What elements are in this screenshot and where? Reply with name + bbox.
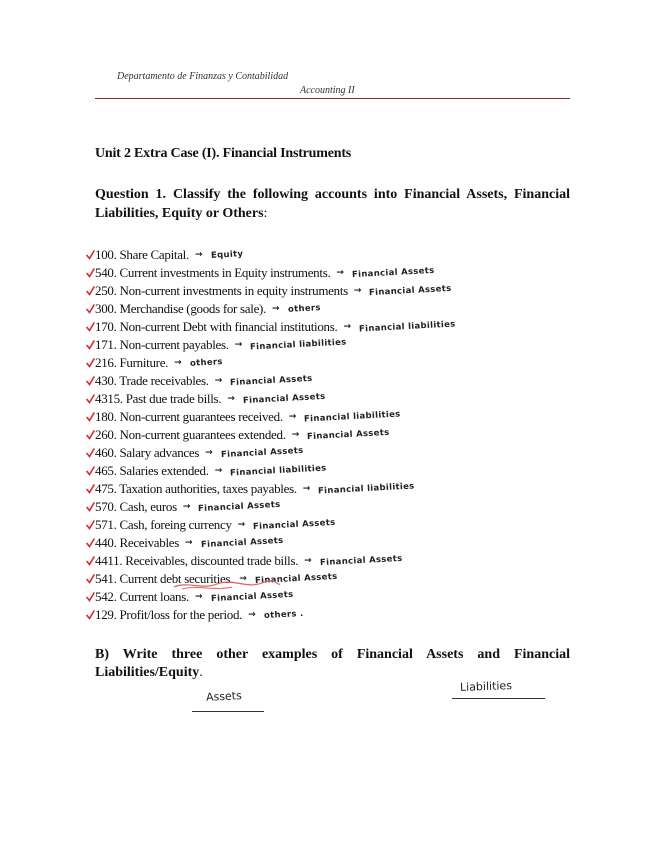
- red-check-icon: [86, 394, 95, 404]
- account-text: 100. Share Capital.: [95, 247, 189, 262]
- handwritten-classification: Financial Assets: [220, 445, 304, 461]
- account-item: [86, 588, 586, 606]
- account-item: [86, 372, 586, 390]
- account-text: 129. Profit/loss for the period.: [95, 607, 243, 622]
- handwritten-classification: Financial Assets: [254, 571, 338, 587]
- account-text: 300. Merchandise (goods for sale).: [95, 301, 267, 316]
- red-check-icon: [86, 340, 95, 350]
- account-text: 4411. Receivables, discounted trade bills.: [95, 553, 299, 568]
- red-check-icon: [86, 286, 95, 296]
- account-item: [86, 426, 586, 444]
- arrow-right-icon: →: [205, 448, 213, 458]
- handwritten-classification: others: [287, 303, 321, 315]
- red-check-icon: [86, 322, 95, 332]
- red-check-icon: [86, 484, 95, 494]
- account-item: [86, 354, 586, 372]
- header-department: Departamento de Finanzas y Contabilidad: [117, 71, 289, 82]
- unit-title: Unit 2 Extra Case (I). Financial Instruments: [95, 146, 352, 161]
- question-1: [95, 185, 570, 223]
- account-text: 4315. Past due trade bills.: [95, 391, 222, 406]
- account-item: [86, 516, 586, 534]
- red-check-icon: [86, 538, 95, 548]
- handwritten-classification: Financial Assets: [200, 535, 284, 551]
- account-item: [86, 498, 586, 516]
- handwritten-classification: Financial Assets: [242, 391, 326, 407]
- account-text: 542. Current loans.: [95, 589, 189, 604]
- handwritten-classification: Financial Assets: [319, 553, 403, 569]
- arrow-right-icon: →: [304, 556, 312, 566]
- red-check-icon: [86, 358, 95, 368]
- account-text: 460. Salary advances: [95, 445, 200, 460]
- arrow-right-icon: →: [336, 268, 344, 278]
- handwritten-classification: others .: [263, 608, 304, 622]
- red-check-icon: [86, 250, 95, 260]
- liabilities-underline: [452, 698, 545, 699]
- handwritten-classification: Financial Assets: [253, 517, 336, 533]
- red-check-icon: [86, 304, 95, 314]
- handwritten-classification: Financial liabilities: [250, 337, 348, 353]
- red-check-icon: [86, 430, 95, 440]
- account-text: 440. Receivables: [95, 535, 180, 550]
- arrow-right-icon: →: [174, 358, 182, 368]
- account-text: 541. Current debt securities.: [95, 571, 234, 586]
- red-underline-scribble: [172, 578, 282, 597]
- arrow-right-icon: →: [288, 412, 297, 422]
- arrow-right-icon: →: [343, 322, 351, 332]
- arrow-right-icon: →: [353, 286, 362, 296]
- handwritten-classification: Equity: [210, 249, 244, 261]
- handwritten-classification: Financial liabilities: [358, 319, 456, 335]
- header-divider: [95, 98, 570, 99]
- red-check-icon: [86, 610, 95, 620]
- account-text: 250. Non-current investments in equity instruments: [95, 283, 348, 298]
- account-item: [86, 480, 586, 498]
- arrow-right-icon: →: [239, 574, 247, 584]
- red-check-icon: [86, 574, 95, 584]
- red-check-icon: [86, 376, 95, 386]
- account-item: [86, 408, 586, 426]
- red-check-icon: [86, 412, 95, 422]
- red-check-icon: [86, 502, 95, 512]
- red-check-icon: [86, 520, 95, 530]
- handwritten-classification: Financial liabilities: [318, 481, 416, 497]
- arrow-right-icon: →: [248, 610, 256, 620]
- arrow-right-icon: →: [194, 592, 203, 602]
- account-item: [86, 390, 586, 408]
- red-check-icon: [86, 448, 95, 458]
- arrow-right-icon: →: [291, 430, 300, 440]
- arrow-right-icon: →: [182, 502, 191, 512]
- handwritten-classification: Financial liabilities: [304, 409, 402, 425]
- account-item: [86, 336, 586, 354]
- handwritten-classification: Financial liabilities: [230, 463, 328, 479]
- arrow-right-icon: →: [185, 538, 193, 548]
- red-check-icon: [86, 466, 95, 476]
- arrow-right-icon: →: [234, 340, 243, 350]
- account-text: 170. Non-current Debt with financial institutions.: [95, 319, 338, 334]
- assets-underline: [192, 711, 264, 712]
- question-1-tail: :: [263, 206, 268, 221]
- account-text: 465. Salaries extended.: [95, 463, 209, 478]
- account-item: [86, 534, 586, 552]
- account-item: [86, 300, 586, 318]
- account-text: 216. Furniture.: [95, 355, 169, 370]
- account-text: 180. Non-current guarantees received.: [95, 409, 283, 424]
- arrow-right-icon: →: [227, 394, 235, 404]
- arrow-right-icon: →: [237, 520, 246, 530]
- account-text: 540. Current investments in Equity instruments.: [95, 265, 331, 280]
- account-text: 570. Cash, euros: [95, 499, 177, 514]
- handwritten-classification: Financial Assets: [198, 499, 282, 515]
- header-course: Accounting II: [300, 85, 355, 96]
- question-b: [95, 646, 570, 682]
- red-check-icon: [86, 268, 95, 278]
- handwritten-classification: Financial Assets: [210, 589, 294, 605]
- handwritten-classification: Financial Assets: [230, 373, 313, 389]
- account-text: 260. Non-current guarantees extended.: [95, 427, 286, 442]
- red-check-icon: [86, 556, 95, 566]
- arrow-right-icon: →: [214, 466, 223, 476]
- question-1-text: Question 1. Classify the following accounts into Financial Assets, Financial Liabilities, Equity or Others: [95, 187, 570, 221]
- account-item: [86, 246, 586, 264]
- handwritten-classification: others: [189, 357, 223, 369]
- handwritten-classification: Financial Assets: [369, 283, 453, 299]
- account-item: [86, 570, 586, 588]
- account-item: [86, 282, 586, 300]
- account-text: 171. Non-current payables.: [95, 337, 229, 352]
- account-item: [86, 462, 586, 480]
- red-check-icon: [86, 592, 95, 602]
- account-text: 475. Taxation authorities, taxes payables.: [95, 481, 297, 496]
- account-text: 430. Trade receivables.: [95, 373, 209, 388]
- account-item: [86, 264, 586, 282]
- arrow-right-icon: →: [214, 376, 223, 386]
- arrow-right-icon: →: [272, 304, 280, 314]
- question-b-text: B) Write three other examples of Financial Assets and Financial Liabilities/Equity: [95, 647, 570, 680]
- account-item: [86, 444, 586, 462]
- handwritten-classification: Financial Assets: [307, 427, 390, 443]
- question-b-tail: .: [199, 665, 203, 680]
- account-list: [86, 246, 586, 624]
- handwritten-liabilities: Liabilities: [459, 679, 513, 694]
- arrow-right-icon: →: [302, 484, 311, 494]
- handwritten-assets: Assets: [205, 689, 243, 704]
- account-item: [86, 606, 586, 624]
- handwritten-classification: Financial Assets: [351, 265, 435, 281]
- arrow-right-icon: →: [194, 250, 203, 260]
- account-text: 571. Cash, foreing currency: [95, 517, 232, 532]
